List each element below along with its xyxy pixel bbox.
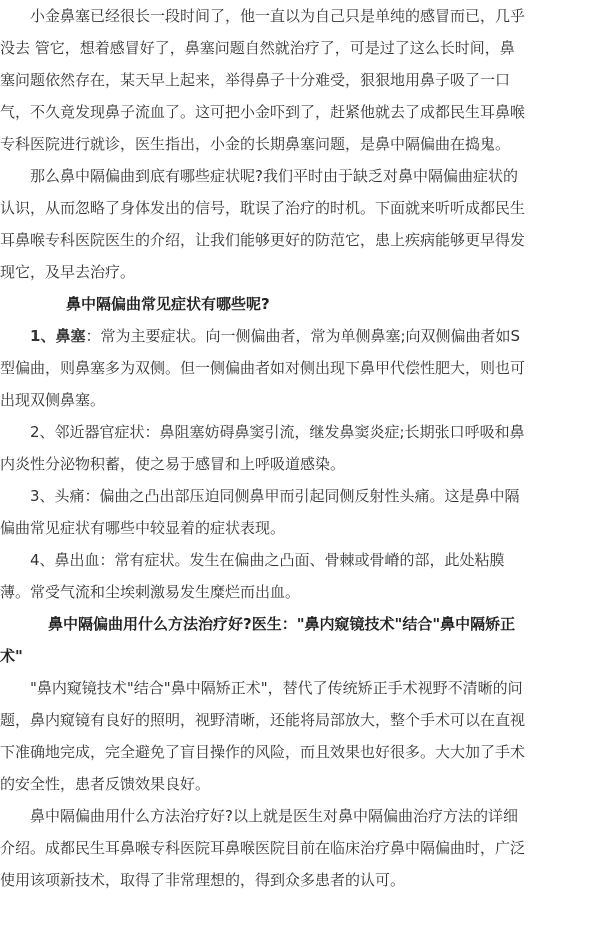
symptom-1-line: 出现双侧鼻塞。 [0,391,106,409]
paragraph-3-line: 下准确地完成，完全避免了盲目操作的风险，而且效果也好很多。大大加了手术 [0,743,526,761]
symptom-1-label: 1、鼻塞 [30,327,86,345]
paragraph-1-line: 小金鼻塞已经很长一段时间了，他一直以为自己只是单纯的感冒而已，几乎 [0,7,526,25]
symptom-4-line: 薄。常受气流和尘埃刺激易发生糜烂而出血。 [0,583,301,601]
paragraph-4-line: 介绍。成都民生耳鼻喉专科医院耳鼻喉医院目前在临床治疗鼻中隔偏曲时，广泛 [0,839,526,857]
paragraph-2-line: 耳鼻喉专科医院医生的介绍，让我们能够更好的防范它，患上疾病能够更早得发 [0,231,526,249]
section-heading-symptoms: 鼻中隔偏曲常见症状有哪些呢? [66,295,270,313]
symptom-1-text: ：常为主要症状。向一侧偏曲者，常为单侧鼻塞;向双侧偏曲者如S [85,327,521,345]
symptom-3-line: 偏曲常见症状有哪些中较显着的症状表现。 [0,519,286,537]
paragraph-2-line: 认识，从而忽略了身体发出的信号，耽误了治疗的时机。下面就来听听成都民生 [0,199,526,217]
paragraph-1-line: 没去 管它，想着感冒好了，鼻塞问题自然就治疗了，可是过了这么长时间，鼻 [0,39,515,57]
paragraph-3-line: 题，鼻内窥镜有良好的照明，视野清晰，还能将局部放大，整个手术可以在直视 [0,711,526,729]
paragraph-4-line: 使用该项新技术，取得了非常理想的，得到众多患者的认可。 [0,871,406,889]
paragraph-1-line: 气，不久竟发现鼻子流血了。这可把小金吓到了，赶紧他就去了成都民生耳鼻喉 [0,103,526,121]
symptom-2-line: 内炎性分泌物积蓄，使之易于感冒和上呼吸道感染。 [0,455,346,473]
section-heading-treatment: 术" [0,647,23,665]
paragraph-4-line: 鼻中隔偏曲用什么方法治疗好?以上就是医生对鼻中隔偏曲治疗方法的详细 [0,807,518,825]
symptom-3-line: 3、头痛：偏曲之凸出部压迫同侧鼻甲而引起同侧反射性头痛。这是鼻中隔 [0,487,520,505]
symptom-2-line: 2、邻近器官症状：鼻阻塞妨碍鼻窦引流，继发鼻窦炎症;长期张口呼吸和鼻 [0,423,525,441]
paragraph-3-line: 的安全性，患者反馈效果良好。 [0,775,211,793]
paragraph-1-line: 塞问题依然存在，某天早上起来，举得鼻子十分难受，狠狠地用鼻子吸了一口 [0,71,511,89]
symptom-1-line: 型偏曲，则鼻塞多为双侧。但一侧偏曲者如对侧出现下鼻甲代偿性肥大，则也可 [0,359,526,377]
paragraph-1-line: 专科医院进行就诊，医生指出，小金的长期鼻塞问题，是鼻中隔偏曲在捣鬼。 [0,135,511,153]
symptom-4-line: 4、鼻出血：常有症状。发生在偏曲之凸面、骨棘或骨嵴的部，此处粘膜 [0,551,505,569]
paragraph-2-line: 那么鼻中隔偏曲到底有哪些症状呢?我们平时由于缺乏对鼻中隔偏曲症状的 [0,167,518,185]
paragraph-3-line: "鼻内窥镜技术"结合"鼻中隔矫正术"，替代了传统矫正手术视野不清晰的问 [0,679,523,697]
symptom-1-line [0,326,520,346]
section-heading-treatment: 鼻中隔偏曲用什么方法治疗好?医生："鼻内窥镜技术"结合"鼻中隔矫正 [48,615,516,633]
paragraph-2-line: 现它，及早去治疗。 [0,263,136,281]
